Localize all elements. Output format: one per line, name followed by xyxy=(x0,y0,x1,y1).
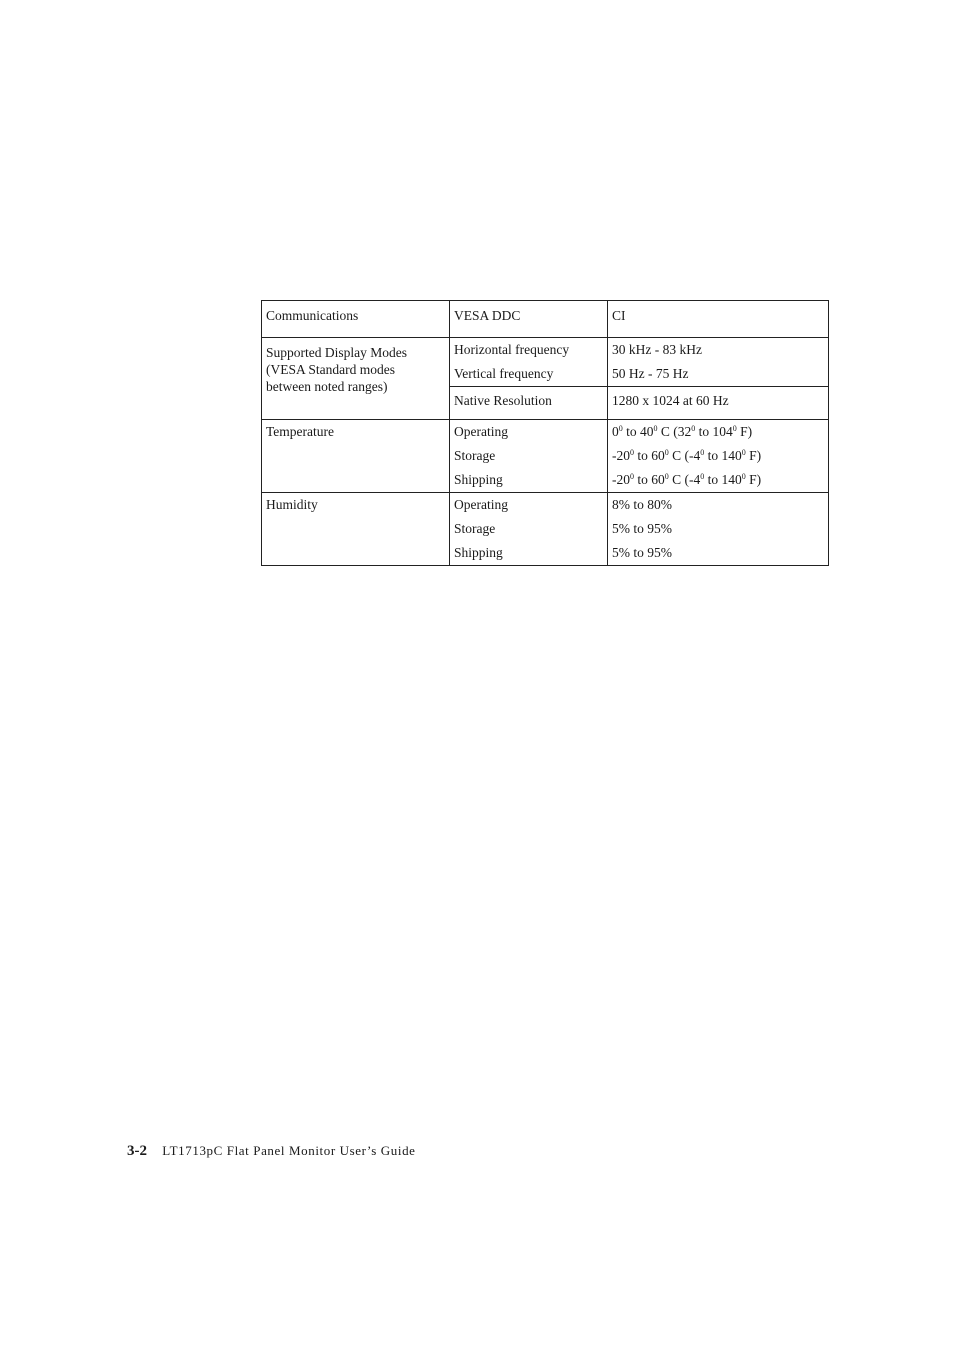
humidity-value-shipping: 5% to 95% xyxy=(612,545,672,560)
cell-humidity-label xyxy=(262,493,450,566)
temp-sh-c: C (-4 xyxy=(668,472,701,487)
degree-mark: 0 xyxy=(691,424,696,433)
temp-sh-d: to 140 xyxy=(704,472,742,487)
degree-mark: 0 xyxy=(618,424,623,433)
cell-temperature-items xyxy=(450,420,608,493)
cell-native-value xyxy=(608,387,829,420)
degree-mark: 0 xyxy=(732,424,737,433)
temp-op-b: to 40 xyxy=(622,424,654,439)
cell-frequency-values xyxy=(608,338,829,387)
degree-mark: 0 xyxy=(700,472,705,481)
display-modes-label-line-2: (VESA Standard modes xyxy=(266,362,395,377)
temp-st-e: F) xyxy=(745,448,762,463)
display-modes-label-line-1: Supported Display Modes xyxy=(266,345,407,360)
degree-mark: 0 xyxy=(741,472,746,481)
temperature-value-shipping xyxy=(612,468,824,492)
degree-mark: 0 xyxy=(741,448,746,457)
degree-mark: 0 xyxy=(664,448,669,457)
table-row-humidity xyxy=(262,493,829,566)
horizontal-frequency-value: 30 kHz - 83 kHz xyxy=(612,342,702,357)
degree-mark: 0 xyxy=(630,472,634,481)
humidity-value-storage: 5% to 95% xyxy=(612,521,672,536)
cell-frequency-items xyxy=(450,338,608,387)
temperature-item-operating: Operating xyxy=(454,424,508,439)
cell-native-item xyxy=(450,387,608,420)
temp-op-a: 0 xyxy=(612,424,619,439)
table-row-communications xyxy=(262,301,829,338)
communications-label: Communications xyxy=(266,308,359,323)
cell-communications-item xyxy=(450,301,608,338)
temperature-value-operating xyxy=(612,420,824,444)
degree-mark: 0 xyxy=(700,448,705,457)
native-resolution-value: 1280 x 1024 at 60 Hz xyxy=(612,393,729,408)
communications-value: CI xyxy=(612,308,626,323)
humidity-item-shipping: Shipping xyxy=(454,545,503,560)
cell-display-modes-label xyxy=(262,338,450,420)
communications-item: VESA DDC xyxy=(454,308,521,323)
degree-mark: 0 xyxy=(664,472,669,481)
temp-sh-e: F) xyxy=(745,472,762,487)
table-row-temperature xyxy=(262,420,829,493)
temp-st-c: C (-4 xyxy=(668,448,701,463)
cell-humidity-items xyxy=(450,493,608,566)
degree-mark: 0 xyxy=(653,424,658,433)
horizontal-frequency-item: Horizontal frequency xyxy=(454,342,570,357)
temperature-value-storage xyxy=(612,444,824,468)
temp-sh-b: to 60 xyxy=(634,472,665,487)
page-number: 3-2 xyxy=(127,1143,147,1159)
temp-st-a: -20 xyxy=(612,448,630,463)
temp-op-c: C (32 xyxy=(657,424,692,439)
cell-temperature-values xyxy=(608,420,829,493)
cell-humidity-values xyxy=(608,493,829,566)
cell-temperature-label xyxy=(262,420,450,493)
page-footer xyxy=(127,1143,416,1160)
temperature-label: Temperature xyxy=(266,424,335,439)
vertical-frequency-value: 50 Hz - 75 Hz xyxy=(612,366,689,381)
temp-sh-a: -20 xyxy=(612,472,630,487)
vertical-frequency-item: Vertical frequency xyxy=(454,366,554,381)
humidity-item-operating: Operating xyxy=(454,497,508,512)
humidity-value-operating: 8% to 80% xyxy=(612,497,672,512)
native-resolution-item: Native Resolution xyxy=(454,393,552,408)
temp-st-b: to 60 xyxy=(634,448,665,463)
display-modes-label-line-3: between noted ranges) xyxy=(266,379,388,394)
degree-mark: 0 xyxy=(630,448,634,457)
humidity-item-storage: Storage xyxy=(454,521,496,536)
temperature-item-shipping: Shipping xyxy=(454,472,503,487)
temperature-item-storage: Storage xyxy=(454,448,496,463)
table-row-display-modes-frequency xyxy=(262,338,829,387)
document-title: LT1713pC Flat Panel Monitor User’s Guide xyxy=(162,1143,416,1158)
humidity-label: Humidity xyxy=(266,497,318,512)
temp-op-e: F) xyxy=(736,424,753,439)
cell-communications-value xyxy=(608,301,829,338)
temp-op-d: to 104 xyxy=(695,424,733,439)
temp-st-d: to 140 xyxy=(704,448,742,463)
specifications-table xyxy=(261,300,829,566)
cell-communications-label xyxy=(262,301,450,338)
